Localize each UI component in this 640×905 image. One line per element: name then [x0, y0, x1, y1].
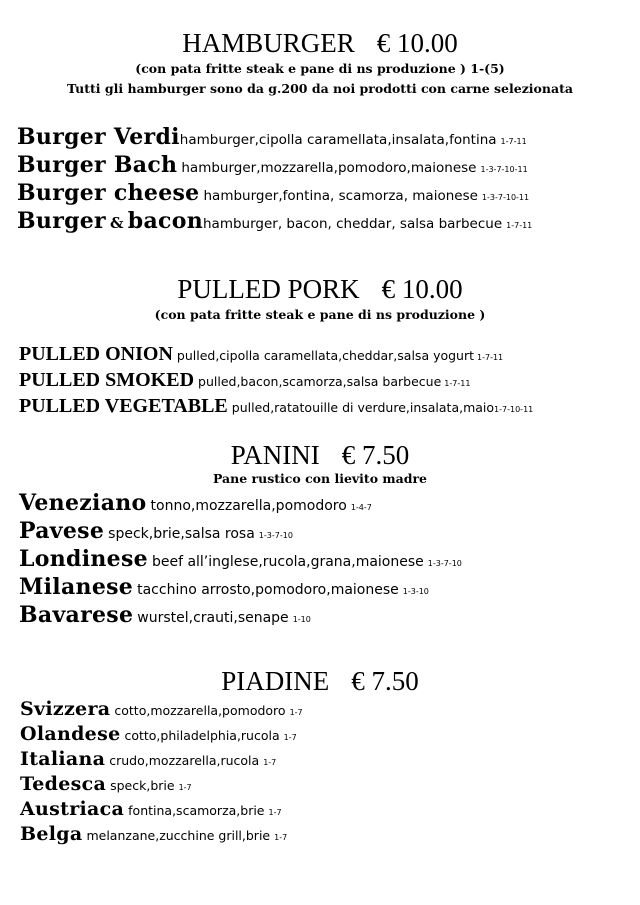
panini-title-text: PANINI [230, 440, 320, 470]
piadine-price: € 7.50 [351, 666, 419, 696]
item-name: Burger [17, 208, 106, 234]
menu-item [17, 152, 528, 178]
item-name: Veneziano [19, 490, 147, 516]
item-description: hamburger,cipolla caramellata,insalata,fontina [179, 132, 497, 148]
item-allergens: 1-7 [178, 783, 192, 792]
item-name: Italiana [20, 748, 106, 770]
item-description: wurstel,crauti,senape [137, 610, 289, 626]
item-description: beef all’inglese,rucola,grana,maionese [151, 554, 424, 570]
piadine-title [0, 666, 640, 696]
item-allergens: 1-3-10 [402, 587, 429, 596]
item-allergens: 1-7 [268, 808, 282, 817]
item-description: hamburger,fontina, scamorza, maionese [203, 188, 478, 204]
item-description: speck,brie [110, 778, 175, 793]
pulled-pork-note: (con pata fritte steak e pane di ns produzione ) [154, 307, 486, 322]
item-allergens: 1-3-7-10 [258, 531, 293, 540]
item-description: hamburger,mozzarella,pomodoro,maionese [181, 160, 477, 176]
item-name: PULLED VEGETABLE [19, 395, 228, 417]
item-allergens: 1-7 [283, 733, 297, 742]
item-name: Belga [20, 823, 83, 845]
item-description: hamburger, bacon, cheddar, salsa barbecue [203, 216, 503, 232]
item-description: tacchino arrosto,pomodoro,maionese [137, 582, 399, 598]
menu-item [20, 748, 276, 770]
item-allergens: 1-7-11 [477, 353, 504, 362]
item-name: Bavarese [19, 602, 134, 628]
menu-item [20, 723, 297, 745]
item-description: cotto,mozzarella,pomodoro [114, 703, 286, 718]
item-description: fontina,scamorza,brie [128, 803, 265, 818]
item-name: Tedesca [20, 773, 107, 795]
item-allergens: 1-10 [292, 615, 311, 624]
hamburger-title-text: HAMBURGER [182, 28, 355, 58]
hamburger-note: (con pata fritte steak e pane di ns produzione ) 1-(5) [135, 61, 505, 76]
item-name: PULLED ONION [19, 343, 173, 365]
item-name: Londinese [19, 546, 148, 572]
item-allergens: 1-7 [289, 708, 303, 717]
menu-item [19, 369, 470, 392]
item-description: pulled,ratatouille di verdure,insalata,maio [231, 400, 495, 415]
item-allergens: 1-3-7-10 [427, 559, 462, 568]
item-name: Burger cheese [17, 180, 200, 206]
item-description: crudo,mozzarella,rucola [109, 753, 260, 768]
item-description: pulled,cipolla caramellata,cheddar,salsa yogurt [176, 348, 475, 363]
item-allergens: 1-7 [263, 758, 277, 767]
item-name: Olandese [20, 723, 121, 745]
item-allergens: 1-4-7 [350, 503, 372, 512]
hamburger-title [0, 28, 640, 58]
item-allergens: 1-3-7-10-11 [480, 165, 528, 174]
item-name: Milanese [19, 574, 134, 600]
panini-note: Pane rustico con lievito madre [212, 471, 427, 486]
menu-item [20, 823, 287, 845]
item-allergens: 1-7-10-11 [494, 405, 534, 414]
item-allergens: 1-7 [274, 833, 288, 842]
menu-item [19, 574, 429, 600]
item-allergens: 1-7-11 [444, 379, 471, 388]
menu-item [17, 124, 527, 150]
menu-item [19, 602, 311, 628]
menu-item [19, 546, 462, 572]
item-allergens: 1-3-7-10-11 [481, 193, 530, 202]
piadine-title-text: PIADINE [221, 666, 330, 696]
item-name: Burger Verdi [17, 124, 180, 150]
pulled-pork-price: € 10.00 [381, 274, 463, 304]
item-allergens: 1-7-11 [500, 137, 527, 146]
item-description: melanzane,zucchine grill,brie [86, 828, 271, 843]
item-name: Austriaca [20, 798, 125, 820]
item-name-ampersand: & [109, 214, 124, 232]
menu-item [20, 698, 303, 720]
menu-item [20, 798, 282, 820]
panini-price: € 7.50 [341, 440, 410, 470]
item-name: bacon [127, 208, 203, 234]
hamburger-price: € 10.00 [376, 28, 458, 58]
panini-title [0, 440, 640, 470]
item-description: speck,brie,salsa rosa [108, 526, 255, 542]
menu-item [20, 773, 192, 795]
menu-item [19, 490, 372, 516]
hamburger-weight-note: Tutti gli hamburger sono da g.200 da noi prodotti con carne selezionata [67, 81, 573, 96]
item-allergens: 1-7-11 [506, 221, 533, 230]
item-description: cotto,philadelphia,rucola [124, 728, 280, 743]
menu-item [19, 518, 293, 544]
item-description: tonno,mozzarella,pomodoro [150, 498, 347, 514]
menu-item [19, 395, 533, 418]
pulled-pork-title [0, 274, 640, 304]
menu-item [17, 208, 532, 234]
menu-item [17, 180, 529, 206]
item-name: Burger Bach [17, 152, 178, 178]
item-name: Pavese [19, 518, 105, 544]
item-description: pulled,bacon,scamorza,salsa barbecue [198, 374, 442, 389]
pulled-pork-title-text: PULLED PORK [177, 274, 360, 304]
item-name: Svizzera [20, 698, 111, 720]
menu-item [19, 343, 503, 366]
item-name: PULLED SMOKED [19, 369, 195, 391]
